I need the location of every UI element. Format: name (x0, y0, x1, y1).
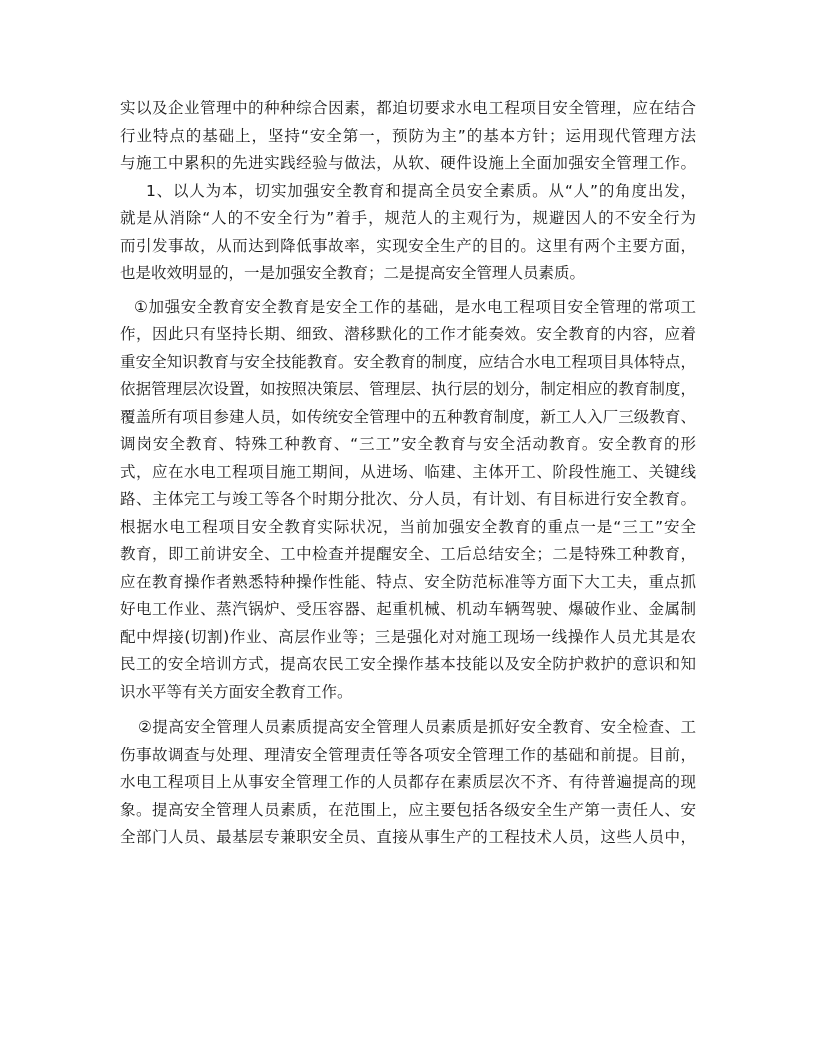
document-body (120, 95, 696, 852)
text-line: 调岗安全教育、特殊工种教育、“三工”安全教育与安全活动教育。安全教育的形 (120, 435, 696, 453)
text-line: 民工的安全培训方式，提高农民工安全操作基本技能以及安全防护救护的意识和知 (120, 655, 696, 673)
text-line: 而引发事故，从而达到降低事故率，实现安全生产的目的。这里有两个主要方面， (120, 236, 696, 255)
text-line: 行业特点的基础上，坚持“安全第一，预防为主”的基本方针；运用现代管理方法 (120, 126, 696, 145)
text-line: 伤事故调查与处理、理清安全管理责任等各项安全管理工作的基础和前提。目前， (120, 745, 696, 764)
text-line: 与施工中累积的先进实践经验与做法，从软、硬件设施上全面加强安全管理工作。 (120, 154, 696, 172)
text-line: 重安全知识教育与安全技能教育。安全教育的制度，应结合水电工程项目具体特点， (120, 352, 696, 371)
text-line: 识水平等有关方面安全教育工作。 (120, 682, 353, 701)
text-line: 根据水电工程项目安全教育实际状况，当前加强安全教育的重点一是“三工”安全 (120, 517, 696, 536)
text-line: 依据管理层次设置，如按照决策层、管理层、执行层的划分，制定相应的教育制度， (120, 380, 696, 398)
paragraph-staff-quality (120, 714, 696, 852)
text-line: 1、以人为本，切实加强安全教育和提高全员安全素质。从“人”的角度出发， (146, 181, 696, 200)
text-line: 象。提高安全管理人员素质，在范围上，应主要包括各级安全生产第一责任人、安 (120, 800, 696, 819)
text-line: 实以及企业管理中的种种综合因素，都迫切要求水电工程项目安全管理，应在结合 (120, 99, 696, 117)
text-line: 就是从消除“人的不安全行为”着手，规范人的主观行为，规避因人的不安全行为 (120, 209, 696, 227)
text-line: 式，应在水电工程项目施工期间，从进场、临建、主体开工、阶段性施工、关键线 (120, 462, 696, 481)
text-line: ②提高安全管理人员素质提高安全管理人员素质是抓好安全教育、安全检查、工 (138, 718, 696, 736)
text-line: 配中焊接(切割)作业、高层作业等；三是强化对对施工现场一线操作人员尤其是农 (120, 627, 696, 646)
paragraph-continuation (120, 95, 696, 178)
text-line: 好电工作业、蒸汽锅炉、受压容器、起重机械、机动车辆驾驶、爆破作业、金属制 (120, 600, 696, 618)
paragraph-people-oriented (120, 178, 696, 288)
text-line: 也是收效明显的，一是加强安全教育；二是提高安全管理人员素质。 (120, 264, 586, 282)
text-line: 全部门人员、最基层专兼职安全员、直接从事生产的工程技术人员，这些人员中， (120, 828, 696, 846)
text-line: 应在教育操作者熟悉特种操作性能、特点、安全防范标准等方面下大工夫，重点抓 (120, 572, 696, 591)
text-line: ①加强安全教育安全教育是安全工作的基础，是水电工程项目安全管理的常项工 (134, 297, 696, 316)
text-line: 教育，即工前讲安全、工中检查并提醒安全、工后总结安全；二是特殊工种教育， (120, 545, 696, 563)
paragraph-safety-education (120, 294, 696, 707)
text-line: 水电工程项目上从事安全管理工作的人员都存在素质层次不齐、有待普遍提高的现 (120, 773, 696, 791)
text-line: 作，因此只有坚持长期、细致、潜移默化的工作才能奏效。安全教育的内容，应着 (120, 325, 696, 343)
text-line: 覆盖所有项目参建人员，如传统安全管理中的五种教育制度，新工人入厂三级教育、 (120, 407, 696, 426)
text-line: 路、主体完工与竣工等各个时期分批次、分人员，有计划、有目标进行安全教育。 (120, 490, 696, 508)
